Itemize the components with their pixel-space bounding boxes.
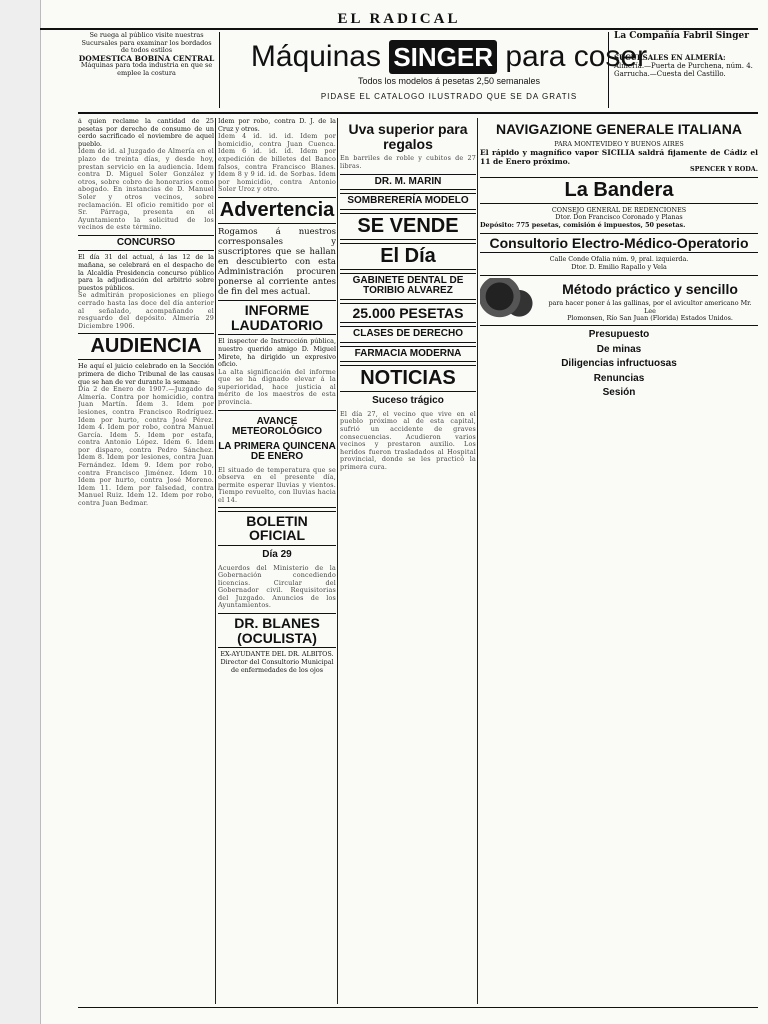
bandera-subtitle: CONSEJO GENERAL DE REDENCIONES: [551, 205, 687, 214]
section-heading-uva: Uva superior para regalos: [348, 121, 468, 152]
singer-ad: [224, 32, 674, 108]
section-heading-audiencia: AUDIENCIA: [78, 333, 214, 360]
navigazione-subtitle: PARA MONTEVIDEO Y BUENOS AIRES: [554, 139, 684, 148]
column-rule: [337, 118, 338, 1004]
singer-subtitle: Todos los modelos á pesetas 2,50 semanales: [357, 76, 541, 86]
singer-pre: Máquinas: [250, 40, 381, 73]
left-ad: [78, 32, 220, 108]
body-text-block: Idem de id. al Juzgado de Almería en el plazo de treinta días, y desde hoy, prestan servicio en la audiencia. Idem contra D. Miguel Soler González y otros, sobre cobro de honorarios como abogado. En instancias de D. Manuel Soler y otros vecinos, sobre reclamación. El oficio remitido por el Sr. Párraga, presenta en el Ayuntamiento la solicitud de los vecinos de este término.: [78, 147, 214, 232]
section-heading-clases: CLASES DE DERECHO: [340, 326, 476, 343]
bandera-deposit: Depósito: 775 pesetas, comisión é impuestos, 50 pesetas.: [480, 221, 686, 230]
section-heading-pesetas: 25.000 PESETAS: [340, 303, 476, 324]
column-rule: [477, 118, 478, 1004]
section-heading-bandera: La Bandera: [480, 177, 758, 204]
right-ad-address-1: Almería.—Puerta de Purchena, núm. 4.: [614, 62, 753, 70]
right-ad-company: La Compañía Fabril Singer: [614, 31, 749, 41]
section-heading-farmacia: FARMACIA MODERNA: [340, 346, 476, 363]
body-text-block: Acuerdos del Ministerio de la Gobernación concediendo licencias. Circular del Gobernador civil. Requisitorias del Juzgado. Anuncios de los Ayuntamientos.: [218, 563, 336, 610]
advertising-banner: [78, 32, 758, 114]
left-ad-text: Se ruega al público visite nuestras Sucursales para examinar los bordados de todos estilos: [81, 31, 212, 54]
advertencia-text: Rogamos á nuestros corresponsales y suscriptores que se hallan en descubierto con esta Administración procuren ponerse al corriente antes de fin del mes actual.: [218, 226, 336, 297]
navigazione-text: El rápido y magnífico vapor SICILIA saldrá fijamente de Cádiz el 11 de Enero próximo.: [480, 148, 758, 167]
section-heading-marin: DR. M. MARIN: [340, 174, 476, 191]
section-heading-boletin: BOLETIN OFICIAL: [218, 511, 336, 546]
section-heading-consultorio: Consultorio Electro-Médico-Operatorio: [480, 233, 758, 254]
column-1: [78, 118, 214, 1004]
column-rule: [215, 118, 216, 1004]
section-heading-se-vende: SE VENDE: [340, 213, 476, 240]
section-heading-metodo: Método práctico y sencillo: [562, 280, 738, 297]
section-heading-navigazione: NAVIGAZIONE GENERALE ITALIANA: [495, 121, 743, 137]
bandera-director: Dtor. Don Francisco Coronado y Planas: [555, 213, 683, 222]
right-ad-address-2: Garrucha.—Cuesta del Castillo.: [614, 70, 726, 78]
body-text-block: En barriles de roble y cubitos de 27 libras.: [340, 154, 476, 170]
section-heading-diligencias: Diligencias infructuosas: [561, 358, 677, 369]
section-heading-presupuesto: Presupuesto: [588, 329, 650, 340]
metodo-ad: [480, 275, 758, 326]
article-text: He aquí el juicio celebrado en la Sección primera de dicho Tribunal de las causas que se han de ver durante la semana:: [78, 362, 214, 386]
left-ad-title: DOMESTICA BOBINA CENTRAL: [78, 53, 215, 63]
left-ad-footer: Máquinas para toda industria en que se emplee la costura: [80, 61, 213, 77]
body-text-block: Se admitirán proposiciones en pliego cerrado hasta las doce del día anterior al señalado, acompañando el resguardo del depósito. Almería 29 Diciembre 1906.: [78, 291, 214, 330]
section-heading-meteorologico: AVANCE METEOROLÓGICO: [232, 415, 322, 438]
consultorio-director: Dtor. D. Emilio Rapallo y Vela: [571, 262, 667, 271]
article-text: El día 31 del actual, á las 12 de la mañana, se celebrará en el despacho de la Alcaldía Presidencia concurso público para la adjudicación del arbitrio sobre puestos públicos.: [78, 253, 214, 292]
singer-post: para coser: [505, 40, 648, 73]
page-footer: [78, 1007, 758, 1018]
noticias-subheading: Suceso trágico: [372, 395, 444, 407]
article-text: á quien reclame la cantidad de 25 pesetas por derecho de consumo de un cerdo sacrificado el noviembre de aquel pueblo.: [78, 118, 214, 148]
metodo-text: para hacer poner á las gallinas, por el avicultor americano Mr. Lee: [548, 299, 752, 315]
right-ad: [608, 32, 758, 108]
singer-logo: SINGER: [389, 40, 497, 74]
body-text-block: Idem 4 id. id. id. Idem por homicidio, contra Juan Cuenca. Idem 6 id. id. id. Idem por expedición de billetes del Banco falsos, contra Francisco Blanes. Idem 8 y 9 id. id. de Sorbas. Idem por homicidio, contra Antonio Soler Uroz y otro.: [218, 132, 336, 194]
binding-edge: [0, 0, 41, 1024]
body-text-block: Día 2 de Enero de 1907.—Juzgado de Almería. Contra por homicidio, contra Juan Martín. Idem 3. Idem por lesiones, contra Francisco Rodríguez. Idem por hurto, contra José Pérez. Idem 4. Idem por robo, contra Manuel García. Idem 5. Idem por estafa, contra Antonio López. Idem 6. Idem por disparo, contra Pedro Sánchez. Idem 8. Idem por lesiones, contra Juan Fernández. Idem 9. Idem por robo, contra Francisco Jiménez. Idem 10. Idem por hurto, contra José Moreno. Idem 11. Idem por falsedad, contra Manuel Ruiz. Idem 12. Idem por robo, contra Juan Bedmar.: [78, 385, 214, 508]
section-heading-quincena: LA PRIMERA QUINCENA DE ENERO: [218, 440, 336, 463]
article-text: El inspector de Instrucción pública, nuestro querido amigo D. Miguel Mirete, ha dirigido un expresivo oficio.: [218, 337, 336, 369]
section-heading-renuncias: Renuncias: [593, 372, 645, 384]
section-heading-sombrereria: SOMBRERERÍA MODELO: [340, 193, 476, 210]
body-text-block: El situado de temperatura que se observa en el presente día, permite esperar lluvias y vientos. Tiempo revuelto, con lluvias hacia el 14.: [218, 465, 336, 505]
column-3: [340, 118, 476, 1004]
section-heading-blanes: DR. BLANES (OCULISTA): [218, 613, 336, 648]
masthead: [40, 0, 758, 30]
column-4: [480, 118, 758, 1004]
section-heading-concurso: CONCURSO: [78, 235, 214, 252]
section-heading-informe: INFORME LAUDATORIO: [218, 300, 336, 335]
navigazione-agent: SPENCER Y RODA.: [689, 165, 758, 174]
masthead-title: EL RADICAL: [337, 11, 461, 27]
body-text-block: La alta significación del informe que se ha dignado elevar á la superioridad, hace justicia al mérito de los maestros de esta provincia.: [218, 367, 336, 407]
meteorological-box: [218, 410, 336, 508]
section-heading-el-dia: El Día: [340, 243, 476, 270]
consultorio-address: Calle Conde Ofalia núm. 9, pral. izquierda.: [549, 255, 689, 264]
right-ad-branches: SUCURSALES EN ALMERÍA:: [614, 53, 726, 62]
section-heading-minas: De minas: [596, 343, 642, 355]
blanes-text: EX-AYUDANTE DEL DR. ALBITOS. Director del Consultorio Municipal de enfermedades de los ojos: [220, 650, 334, 674]
column-2: [218, 118, 336, 1004]
body-text-block: El día 27, el vecino que vive en el pueblo próximo al de esta capital, sufrió un accidente de graves consecuencias. Acudieron varios vecinos y prestaron auxilio. Los heridos fueron trasladados al Hospital provincial, donde se les practicó la primera cura.: [340, 409, 476, 471]
section-heading-sesion: Sesión: [602, 387, 636, 398]
section-heading-noticias: NOTICIAS: [340, 365, 476, 392]
hen-illustration-icon: [480, 278, 536, 324]
metodo-text-2: Plomonsen, Río San Juan (Florida) Estados Unidos.: [567, 314, 733, 323]
singer-catalog-line: PIDASE EL CATALOGO ILUSTRADO QUE SE DA GRATIS: [320, 92, 578, 101]
section-heading-gabinete: GABINETE DENTAL DE TORIBIO ALVAREZ: [340, 273, 476, 300]
article-text: Idem por robo, contra D. J. de la Cruz y otros.: [218, 118, 336, 133]
boletin-date: Día 29: [262, 549, 292, 560]
section-heading-advertencia: Advertencia: [218, 197, 336, 224]
